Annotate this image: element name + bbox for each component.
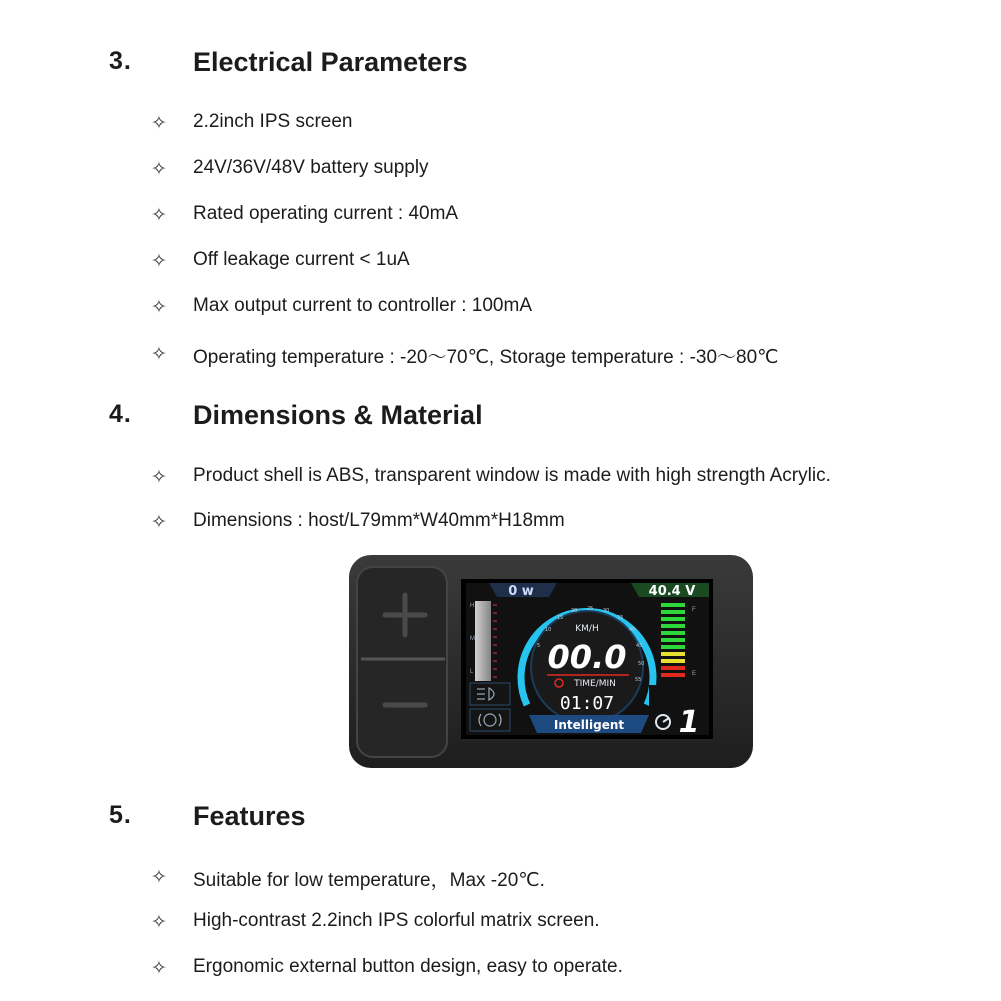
- battery-full-label: F: [692, 607, 696, 613]
- power-readout: 0 w: [508, 584, 534, 599]
- list-item: [0, 910, 1001, 940]
- star-bullet-icon: ✧: [151, 343, 167, 365]
- list-item-text: High-contrast 2.2inch IPS colorful matrix screen.: [193, 910, 600, 931]
- svg-text:10: 10: [545, 627, 552, 633]
- section-title: Dimensions & Material: [193, 400, 483, 430]
- svg-text:30: 30: [603, 608, 610, 614]
- scale-label-l: L: [470, 669, 474, 675]
- list-item-text: Product shell is ABS, transparent window is made with high strength Acrylic.: [193, 465, 831, 486]
- star-bullet-icon: ✧: [151, 466, 167, 488]
- section-heading: [0, 400, 1001, 440]
- star-bullet-icon: ✧: [151, 511, 167, 533]
- svg-text:40: 40: [629, 627, 636, 633]
- star-bullet-icon: ✧: [151, 204, 167, 226]
- section-heading: [0, 801, 1001, 841]
- star-bullet-icon: ✧: [151, 112, 167, 134]
- list-item: [0, 342, 1001, 372]
- list-item-text: Operating temperature : -20～70℃, Storage temperature : -30～80℃: [193, 347, 779, 368]
- section-heading: [0, 47, 1001, 87]
- scale-label-h: H: [470, 603, 475, 609]
- star-bullet-icon: ✧: [151, 957, 167, 979]
- list-item-text: Suitable for low temperature，Max -20℃.: [193, 870, 545, 891]
- list-item-text: Ergonomic external button design, easy to operate.: [193, 956, 623, 977]
- list-item-text: 2.2inch IPS screen: [193, 111, 353, 132]
- list-item: [0, 157, 1001, 187]
- section-title: Electrical Parameters: [193, 47, 468, 77]
- list-item-text: Off leakage current < 1uA: [193, 249, 410, 270]
- star-bullet-icon: ✧: [151, 158, 167, 180]
- section-title: Features: [193, 801, 306, 831]
- voltage-readout: 40.4 V: [648, 584, 696, 599]
- star-bullet-icon: ✧: [151, 250, 167, 272]
- speed-readout: 00.0: [547, 638, 627, 676]
- ride-mode: Intelligent: [553, 718, 625, 732]
- list-item: [0, 465, 1001, 495]
- svg-text:35: 35: [617, 615, 624, 621]
- section-number: 4.: [109, 400, 132, 428]
- assist-level-readout: 1: [678, 705, 700, 740]
- list-item: [0, 865, 1001, 895]
- svg-text:55: 55: [635, 677, 642, 683]
- speed-unit: KM/H: [575, 624, 599, 634]
- svg-text:50: 50: [638, 661, 645, 667]
- list-item-text: Rated operating current : 40mA: [193, 203, 459, 224]
- svg-text:15: 15: [557, 615, 564, 621]
- list-item: [0, 956, 1001, 986]
- svg-text:25: 25: [587, 606, 594, 612]
- list-item: [0, 295, 1001, 325]
- battery-empty-label: E: [692, 671, 697, 677]
- star-bullet-icon: ✧: [151, 911, 167, 933]
- display-device-photo: [349, 555, 753, 768]
- list-item: [0, 510, 1001, 540]
- svg-text:45: 45: [636, 643, 643, 649]
- list-item: [0, 203, 1001, 233]
- list-item-text: Dimensions : host/L79mm*W40mm*H18mm: [193, 510, 565, 531]
- button-panel: [357, 567, 447, 757]
- section-number: 3.: [109, 47, 132, 75]
- svg-text:20: 20: [571, 608, 578, 614]
- list-item: [0, 249, 1001, 279]
- star-bullet-icon: ✧: [151, 296, 167, 318]
- time-label: TIME/MIN: [574, 679, 616, 689]
- trip-time: 01:07: [559, 693, 615, 714]
- power-level-bar: [475, 601, 491, 681]
- star-bullet-icon: ✧: [151, 866, 167, 888]
- section-number: 5.: [109, 801, 132, 829]
- list-item: [0, 111, 1001, 141]
- svg-text:5: 5: [537, 643, 541, 649]
- list-item-text: Max output current to controller : 100mA: [193, 295, 532, 316]
- scale-label-m: M: [470, 636, 475, 642]
- list-item-text: 24V/36V/48V battery supply: [193, 157, 429, 178]
